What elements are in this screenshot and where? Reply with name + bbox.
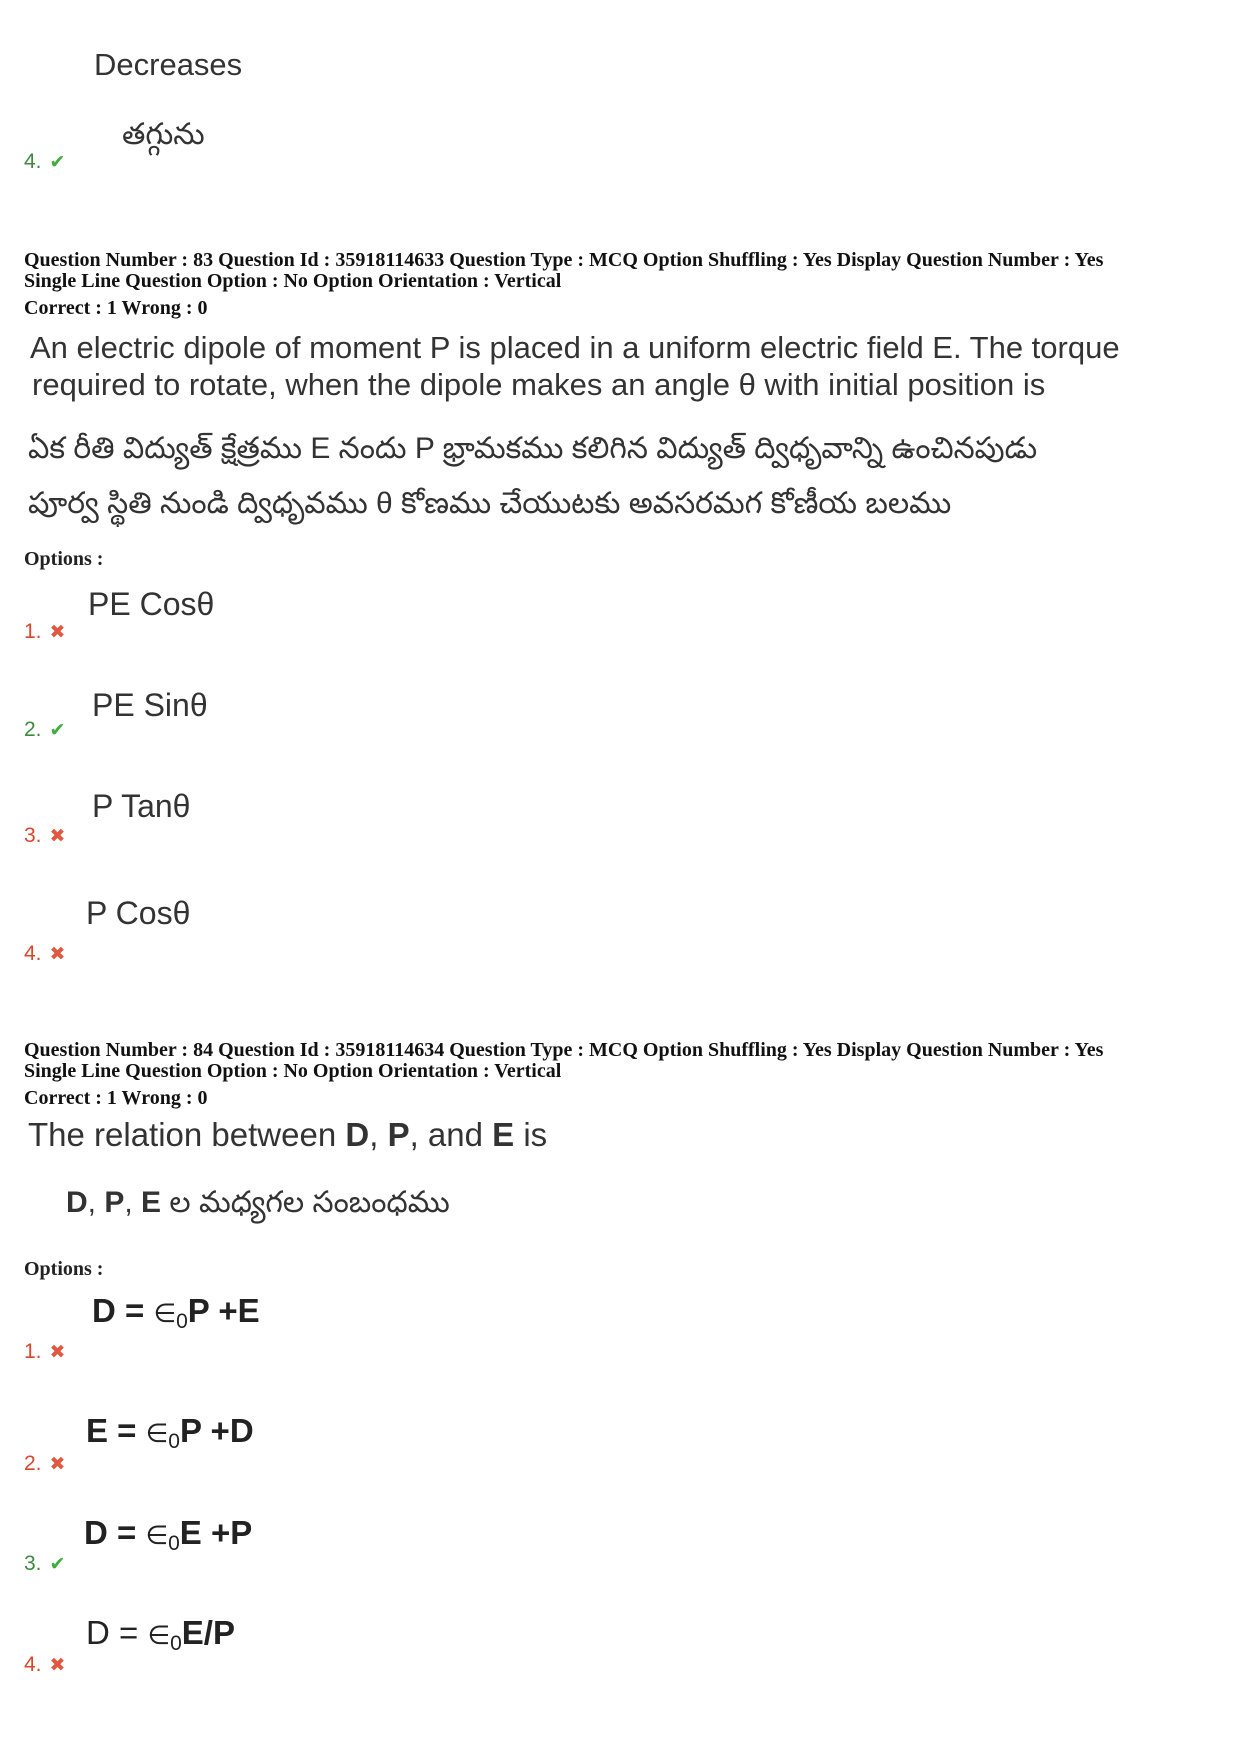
- question-text-telugu-line1: ఏక రీతి విద్యుత్ క్షేత్రము E నందు P భ్రామకము కలిగిన విద్యుత్ ద్విధృవాన్ని ఉంచినపుడు: [28, 432, 1038, 465]
- option-number: 3.: [24, 1552, 42, 1575]
- question-score: Correct : 1 Wrong : 0: [24, 1087, 208, 1109]
- option-4-marker: [24, 942, 65, 966]
- cross-icon: ✖: [49, 1654, 66, 1676]
- option-1-text: PE Cosθ: [88, 586, 215, 622]
- cross-icon: ✖: [49, 621, 66, 643]
- options-label: Options :: [24, 548, 104, 570]
- question-text-telugu-line2: పూర్వ స్థితి నుండి ద్విధృవము θ కోణము చేయుటకు అవసరమగ కోణీయ బలము: [28, 487, 952, 520]
- question-meta-line2: Single Line Question Option : No Option Orientation : Vertical: [24, 1060, 562, 1082]
- option-number: 1.: [24, 1340, 42, 1363]
- check-icon: ✔: [49, 1553, 66, 1575]
- option-1-marker: [24, 620, 65, 644]
- option-4-text: P Cosθ: [86, 895, 191, 931]
- prev-option-row: [24, 150, 65, 174]
- option-number: 4.: [24, 942, 42, 965]
- cross-icon: ✖: [49, 1453, 66, 1475]
- option-1-marker: [24, 1340, 65, 1364]
- option-1-formula: $D = \in_0P +E$: [92, 1292, 260, 1333]
- option-number: 2.: [24, 1452, 42, 1475]
- question-meta-line2: Single Line Question Option : No Option Orientation : Vertical: [24, 270, 562, 292]
- option-2-text: PE Sinθ: [92, 687, 208, 723]
- option-number: 2.: [24, 718, 42, 741]
- cross-icon: ✖: [49, 825, 66, 847]
- option-4-formula: $D = \in_0E/P$: [86, 1614, 235, 1655]
- option-2-marker: [24, 718, 65, 742]
- prev-option-telugu: తగ్గును: [122, 118, 205, 151]
- option-2-formula: $E = \in_0P +D$: [86, 1412, 254, 1453]
- prev-option-english: Decreases: [94, 47, 243, 82]
- option-2-marker: [24, 1452, 65, 1476]
- question-meta-line1: Question Number : 83 Question Id : 35918114633 Question Type : MCQ Option Shuffling : Yes Display Question Number : Yes: [24, 249, 1104, 271]
- question-text-english: The relation between D, P, and E is: [28, 1116, 548, 1153]
- question-score: Correct : 1 Wrong : 0: [24, 297, 208, 319]
- option-3-text: P Tanθ: [92, 788, 191, 824]
- options-label: Options :: [24, 1258, 104, 1280]
- option-3-marker: [24, 824, 65, 848]
- check-icon: ✔: [49, 719, 66, 741]
- cross-icon: ✖: [49, 1341, 66, 1363]
- option-number: 3.: [24, 824, 42, 847]
- question-text-telugu: D, P, E ల మధ్యగల సంబంధము: [66, 1186, 450, 1219]
- option-number: 1.: [24, 620, 42, 643]
- question-text-english-line1: An electric dipole of moment P is placed in a uniform electric field E. The torque: [30, 330, 1120, 365]
- option-4-marker: [24, 1653, 65, 1677]
- check-icon: ✔: [49, 151, 66, 173]
- question-meta-line1: Question Number : 84 Question Id : 35918114634 Question Type : MCQ Option Shuffling : Yes Display Question Number : Yes: [24, 1039, 1104, 1061]
- option-3-formula: $D = \in_0E +P$: [84, 1514, 253, 1555]
- option-3-marker: [24, 1552, 65, 1576]
- question-text-english-line2: required to rotate, when the dipole makes an angle θ with initial position is: [32, 367, 1046, 402]
- cross-icon: ✖: [49, 943, 66, 965]
- option-number: 4.: [24, 150, 42, 173]
- option-number: 4.: [24, 1653, 42, 1676]
